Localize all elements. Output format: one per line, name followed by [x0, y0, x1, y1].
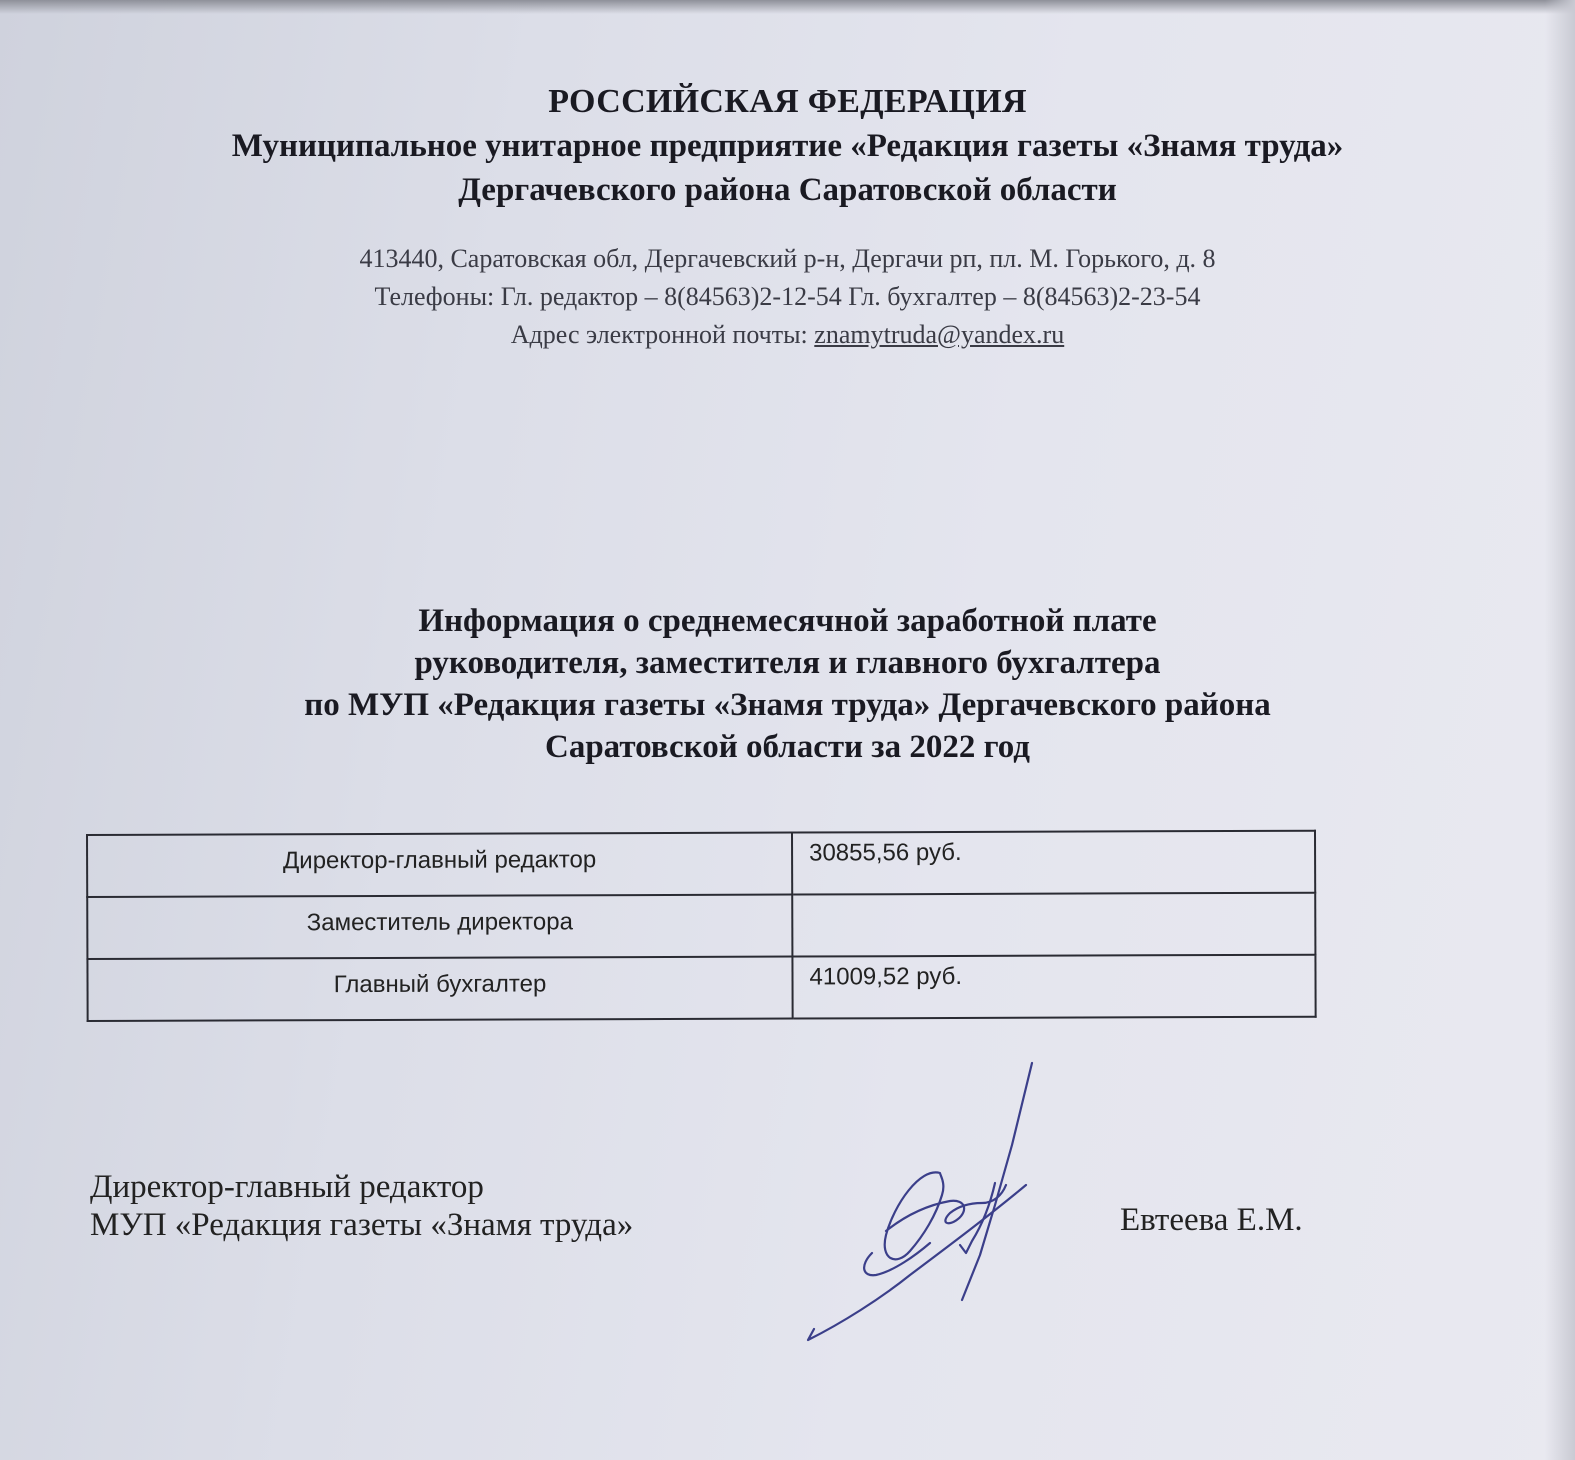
postal-address: 413440, Саратовская обл, Дергачевский р-н, Дергачи рп, пл. М. Горького, д. 8: [359, 244, 1216, 273]
signer-name: Евтеева Е.М.: [1120, 1202, 1303, 1238]
email-line: [0, 316, 1575, 354]
letterhead: [0, 80, 1575, 212]
table-row: [87, 831, 1315, 897]
table-row: [87, 955, 1315, 1021]
salary-table: [86, 830, 1317, 1022]
signature-stroke-hook: [960, 1183, 995, 1253]
document-title: [0, 600, 1575, 768]
signer-title: [90, 1168, 633, 1244]
organization-name-line2: Дергачевского района Саратовской области: [458, 172, 1117, 208]
email-link[interactable]: znamytruda@yandex.ru: [814, 320, 1065, 349]
photo-edge-shadow: [0, 0, 1575, 14]
amount-cell: 30855,56 руб.: [792, 831, 1315, 895]
amount-cell: [792, 893, 1315, 957]
phone-numbers: Телефоны: Гл. редактор – 8(84563)2-12-54 Гл. бухгалтер – 8(84563)2-23-54: [374, 282, 1201, 311]
country-heading: РОССИЙСКАЯ ФЕДЕРАЦИЯ: [548, 83, 1027, 120]
organization-name-line1: Муниципальное унитарное предприятие «Редакция газеты «Знамя труда»: [231, 128, 1344, 164]
signature-stroke-main: [962, 1063, 1032, 1300]
contact-block: [0, 240, 1575, 354]
table-row: [87, 893, 1315, 959]
title-line4: Саратовской области за 2022 год: [545, 729, 1030, 765]
signer-title-line2: МУП «Редакция газеты «Знамя труда»: [90, 1207, 634, 1243]
position-cell: Главный бухгалтер: [87, 957, 792, 1021]
title-line1: Информация о среднемесячной заработной плате: [418, 603, 1157, 639]
email-label: Адрес электронной почты:: [510, 320, 815, 349]
signer-title-line1: Директор-главный редактор: [90, 1169, 484, 1205]
title-line2: руководителя, заместителя и главного бухгалтера: [414, 645, 1161, 681]
position-cell: Директор-главный редактор: [87, 833, 792, 897]
position-cell: Заместитель директора: [87, 895, 792, 959]
signature-icon: [790, 1055, 1050, 1355]
amount-cell: 41009,52 руб.: [792, 955, 1315, 1019]
signature-stroke-loop: [885, 1172, 944, 1259]
title-line3: по МУП «Редакция газеты «Знамя труда» Дергачевского района: [304, 687, 1271, 723]
